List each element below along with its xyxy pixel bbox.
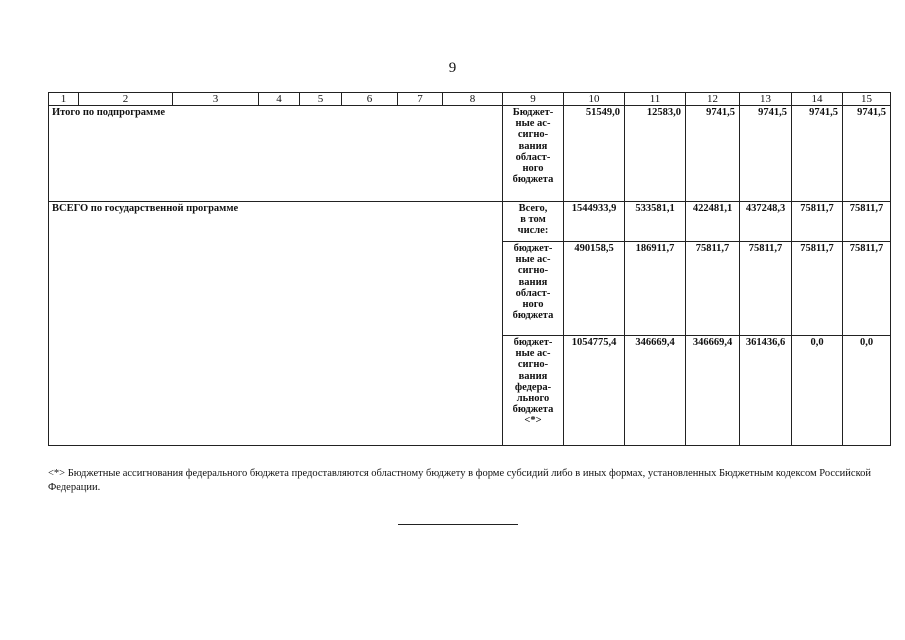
table-row — [49, 106, 891, 202]
footnote: <*> Бюджетные ассигнования федерального бюджета предоставляются областному бюджету в форме субсидий либо в иных формах, установленных Бюджетным кодексом Российской Федерации. — [48, 468, 872, 493]
table-header-row — [49, 93, 891, 106]
header-cell: 6 — [342, 93, 398, 106]
value-cell: 75811,7 — [792, 242, 843, 336]
value-cell: 1544933,9 — [564, 202, 625, 242]
header-cell: 12 — [686, 93, 740, 106]
value-cell: 12583,0 — [625, 106, 686, 202]
funding-source-cell: Бюджет- ные ас- сигно- вания област- ного бюджета — [503, 106, 564, 202]
value-cell: 490158,5 — [564, 242, 625, 336]
value-cell: 422481,1 — [686, 202, 740, 242]
table-row — [49, 202, 891, 242]
value-cell: 186911,7 — [625, 242, 686, 336]
row-label: ВСЕГО по государственной программе — [49, 202, 503, 446]
value-cell: 75811,7 — [686, 242, 740, 336]
value-cell: 75811,7 — [843, 242, 891, 336]
header-cell: 1 — [49, 93, 79, 106]
page-number: 9 — [448, 60, 457, 76]
funding-source-cell: бюджет- ные ас- сигно- вания федера- льного бюджета <*> — [503, 336, 564, 446]
separator-line — [398, 524, 518, 525]
header-cell: 5 — [300, 93, 342, 106]
value-cell: 346669,4 — [686, 336, 740, 446]
value-cell: 533581,1 — [625, 202, 686, 242]
value-cell: 361436,6 — [740, 336, 792, 446]
header-cell: 11 — [625, 93, 686, 106]
value-cell: 346669,4 — [625, 336, 686, 446]
header-cell: 15 — [843, 93, 891, 106]
budget-table — [48, 92, 891, 446]
row-label: Итого по подпрограмме — [49, 106, 503, 202]
header-cell: 4 — [259, 93, 300, 106]
value-cell: 75811,7 — [740, 242, 792, 336]
value-cell: 9741,5 — [740, 106, 792, 202]
value-cell: 75811,7 — [843, 202, 891, 242]
value-cell: 9741,5 — [792, 106, 843, 202]
header-cell: 7 — [398, 93, 443, 106]
value-cell: 1054775,4 — [564, 336, 625, 446]
header-cell: 9 — [503, 93, 564, 106]
header-cell: 10 — [564, 93, 625, 106]
value-cell: 75811,7 — [792, 202, 843, 242]
value-cell: 51549,0 — [564, 106, 625, 202]
funding-source-cell: бюджет- ные ас- сигно- вания област- ного бюджета — [503, 242, 564, 336]
value-cell: 9741,5 — [686, 106, 740, 202]
funding-source-cell: Всего, в том числе: — [503, 202, 564, 242]
header-cell: 14 — [792, 93, 843, 106]
header-cell: 3 — [173, 93, 259, 106]
value-cell: 0,0 — [843, 336, 891, 446]
value-cell: 437248,3 — [740, 202, 792, 242]
value-cell: 9741,5 — [843, 106, 891, 202]
header-cell: 13 — [740, 93, 792, 106]
header-cell: 8 — [443, 93, 503, 106]
header-cell: 2 — [79, 93, 173, 106]
value-cell: 0,0 — [792, 336, 843, 446]
